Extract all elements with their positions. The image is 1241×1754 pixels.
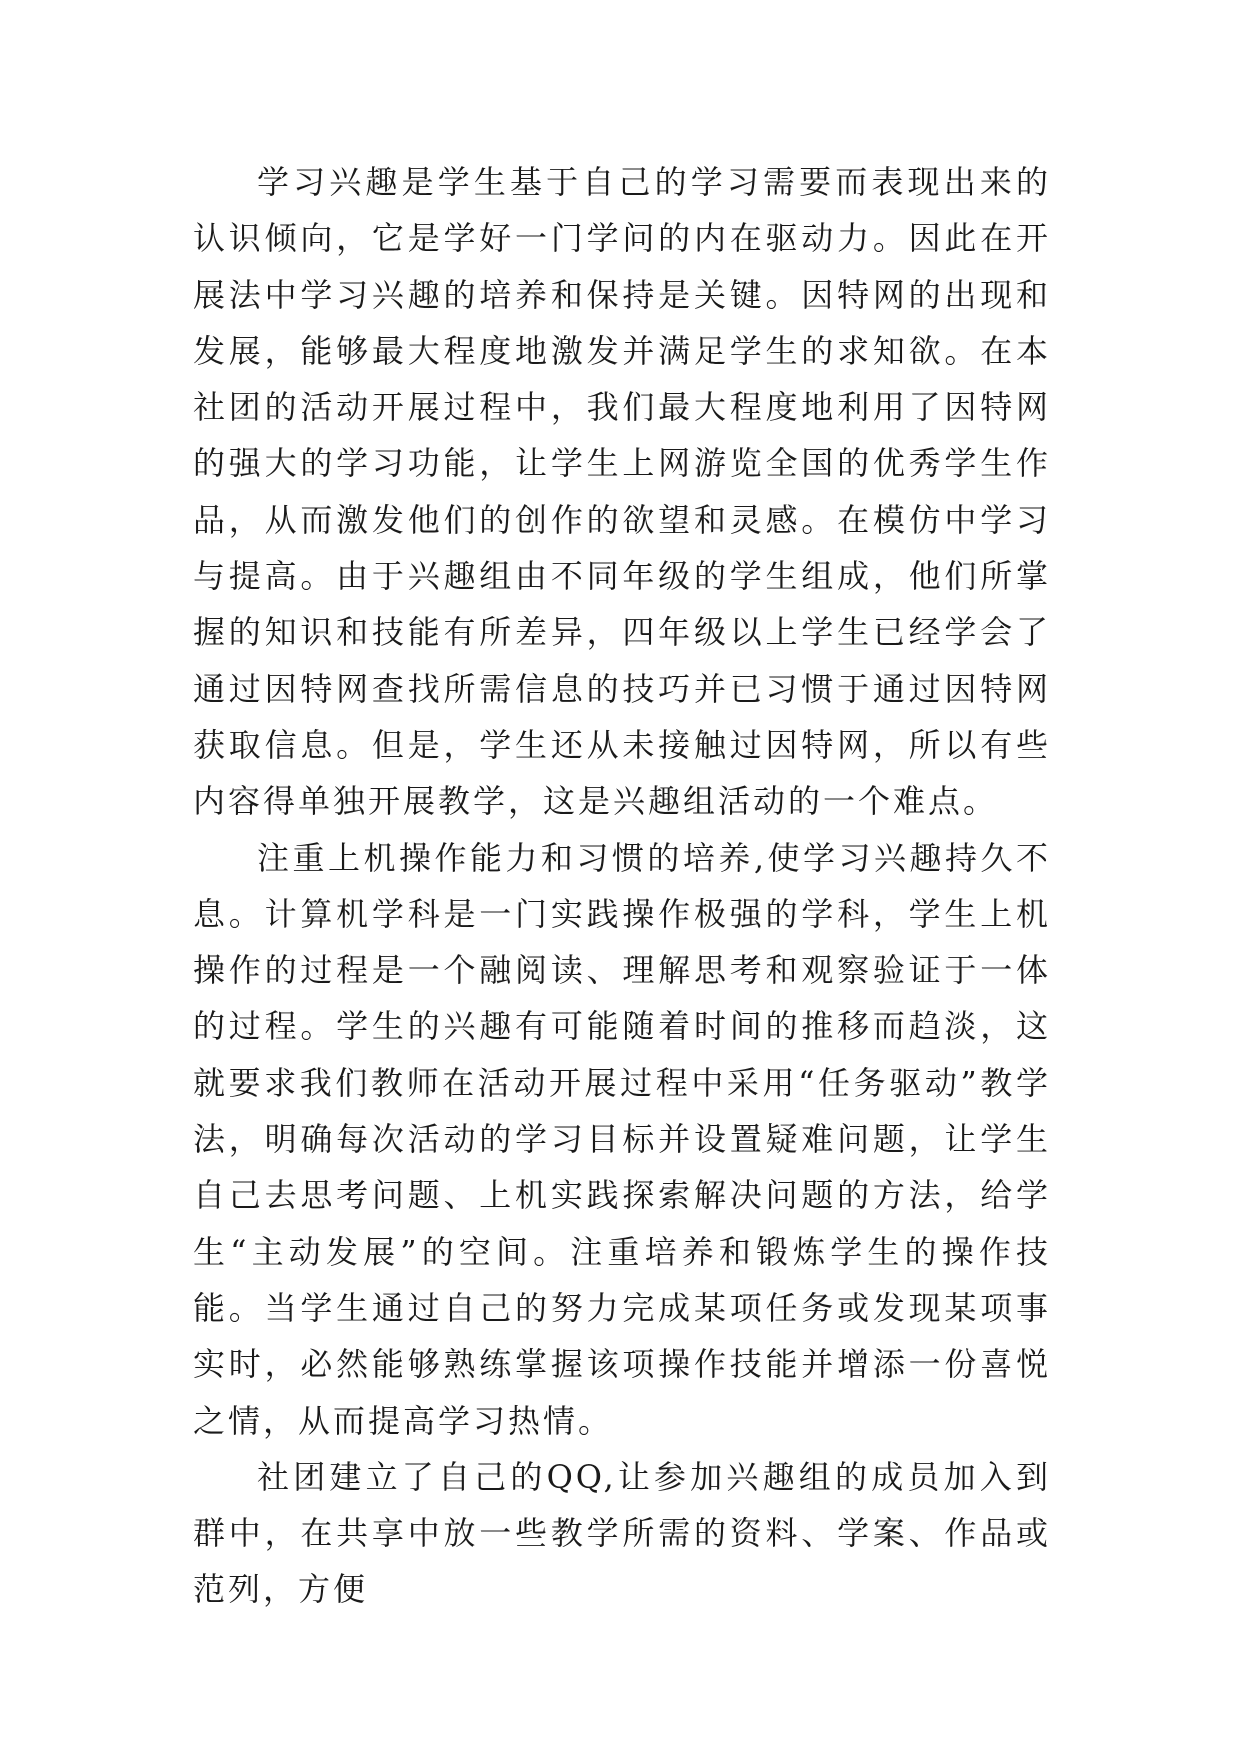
document-body (193, 154, 1051, 1618)
paragraph-qq-group: 社团建立了自己的QQ,让参加兴趣组的成员加入到群中，在共享中放一些教学所需的资料、学案、作品或范列，方便 (193, 1457, 1051, 1609)
paragraph-hands-on: 注重上机操作能力和习惯的培养,使学习兴趣持久不息。计算机学科是一门实践操作极强的学科，学生上机操作的过程是一个融阅读、理解思考和观察验证于一体的过程。学生的兴趣有可能随着时间的推移而趋淡，这就要求我们教师在活动开展过程中采用“任务驱动”教学法，明确每次活动的学习目标并设置疑难问题，让学生自己去思考问题、上机实践探索解决问题的方法，给学生“主动发展”的空间。注重培养和锻炼学生的操作技能。当学生通过自己的努力完成某项任务或发现某项事实时，必然能够熟练掌握该项操作技能并增添一份喜悦之情，从而提高学习热情。 (193, 838, 1051, 1440)
paragraph-interest: 学习兴趣是学生基于自己的学习需要而表现出来的认识倾向，它是学好一门学问的内在驱动力。因此在开展法中学习兴趣的培养和保持是关键。因特网的出现和发展，能够最大程度地激发并满足学生的求知欲。在本社团的活动开展过程中，我们最大程度地利用了因特网的强大的学习功能，让学生上网游览全国的优秀学生作品，从而激发他们的创作的欲望和灵感。在模仿中学习与提高。由于兴趣组由不同年级的学生组成，他们所掌握的知识和技能有所差异，四年级以上学生已经学会了通过因特网查找所需信息的技巧并已习惯于通过因特网获取信息。但是，学生还从未接触过因特网，所以有些内容得单独开展教学，这是兴趣组活动的一个难点。 (193, 163, 1051, 821)
